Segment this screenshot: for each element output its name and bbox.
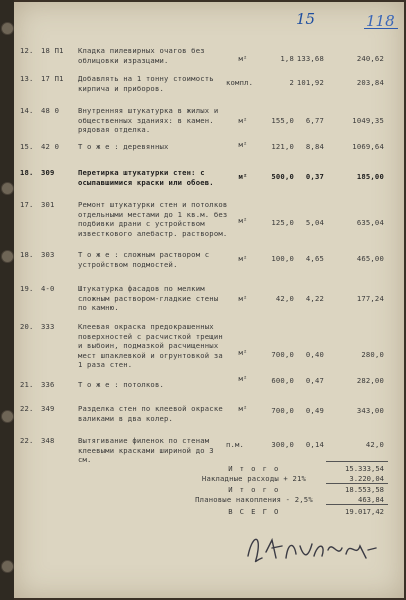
row-price: 101,92 (296, 78, 324, 87)
grand-total-label: В С Е Г О (228, 507, 280, 516)
binder-hole (1, 22, 14, 35)
row-sum: 282,00 (356, 376, 384, 385)
handwritten-sheet-number: 118 (366, 12, 395, 30)
row-code: 48 0 (41, 106, 60, 115)
row-unit: м² (238, 254, 248, 263)
row-quantity: 1,8 (280, 54, 294, 63)
divider (326, 483, 388, 484)
row-description: Разделка стен по клеевой окраске валиками в два колер. (78, 404, 223, 423)
planned-savings-value: 463,84 (358, 495, 384, 504)
row-description: Штукатурка фасадов по мелким сложным раствором-гладкие стены по камню. (78, 284, 219, 312)
row-sum: 635,04 (356, 218, 384, 227)
row-code: 4-0 (41, 284, 55, 293)
row-unit: м² (238, 374, 248, 383)
row-code: 348 (41, 436, 55, 445)
planned-savings-label: Плановые накопления - 2,5% (195, 495, 313, 504)
row-quantity: 100,0 (271, 254, 294, 263)
row-description: Перетирка штукатурки стен: с осыпавшимися краски или обоев. (78, 168, 214, 187)
row-sum: 1069,64 (352, 142, 384, 151)
total-label: И т о г о (228, 464, 280, 473)
row-description: Т о ж е : потолков. (78, 380, 165, 389)
row-price: 0,37 (305, 172, 324, 181)
overhead-value: 3.220,04 (349, 474, 384, 483)
row-quantity: 600,0 (271, 376, 294, 385)
row-price: 5,04 (305, 218, 324, 227)
handwritten-page-number: 15 (296, 10, 316, 28)
row-quantity: 42,0 (275, 294, 294, 303)
row-number: 12. (20, 46, 34, 55)
row-sum: 240,62 (356, 54, 384, 63)
row-number: 22. (20, 404, 34, 413)
divider (326, 504, 388, 505)
row-sum: 42,0 (365, 440, 384, 449)
row-sum: 185,00 (356, 172, 384, 181)
row-code: 18 П1 (41, 46, 64, 55)
row-code: 333 (41, 322, 55, 331)
row-quantity: 155,0 (271, 116, 294, 125)
row-code: 301 (41, 200, 55, 209)
binder-strip (0, 0, 14, 600)
row-number: 18. (20, 168, 34, 177)
row-quantity: 125,0 (271, 218, 294, 227)
subtotal-value: 18.553,58 (345, 485, 384, 494)
row-number: 17. (20, 200, 34, 209)
row-quantity: 121,0 (271, 142, 294, 151)
signature (242, 528, 382, 568)
row-price: 8,84 (305, 142, 324, 151)
row-code: 303 (41, 250, 55, 259)
row-unit: м² (238, 140, 248, 149)
row-unit: м² (238, 172, 248, 181)
row-price: 0,49 (305, 406, 324, 415)
row-price: 6,77 (305, 116, 324, 125)
binder-hole (1, 560, 14, 573)
binder-hole (1, 410, 14, 423)
row-sum: 203,84 (356, 78, 384, 87)
row-number: 21. (20, 380, 34, 389)
overhead-label: Накладные расходы + 21% (201, 474, 307, 483)
row-quantity: 2 (289, 78, 294, 87)
row-number: 18. (20, 250, 34, 259)
row-price: 4,65 (305, 254, 324, 263)
row-sum: 1049,35 (352, 116, 384, 125)
total-value: 15.333,54 (345, 464, 384, 473)
row-quantity: 300,0 (271, 440, 294, 449)
row-unit: м² (238, 294, 248, 303)
row-unit: п.м. (225, 440, 245, 449)
row-unit: компл. (226, 78, 254, 87)
row-number: 19. (20, 284, 34, 293)
row-price: 0,47 (305, 376, 324, 385)
row-description: Клеевая окраска предокрашенных поверхностей с расчисткой трещин и выбоин, подмазкой расчищенных мест шпаклевкой и огрунтовкой за 1 раза стен. (78, 322, 223, 369)
binder-hole (1, 250, 14, 263)
row-unit: м² (238, 216, 248, 225)
row-description: Ремонт штукатурки стен и потолков отдельными местами до 1 кв.м. без подбивки драни с устройством известкового алебастр. раствором. (78, 200, 228, 238)
binder-hole (1, 182, 14, 195)
row-number: 13. (20, 74, 34, 83)
grand-total-value: 19.017,42 (345, 507, 384, 516)
row-number: 14. (20, 106, 34, 115)
row-price: 133,68 (296, 54, 324, 63)
row-unit: м² (238, 116, 248, 125)
row-code: 309 (41, 168, 55, 177)
row-quantity: 700,0 (271, 406, 294, 415)
row-quantity: 500,0 (271, 172, 294, 181)
row-description: Т о ж е : сложным раствором с устройством подмостей. (78, 250, 210, 269)
row-number: 20. (20, 322, 34, 331)
divider (326, 461, 388, 462)
row-description: Вытягивание филенок по стенам клеевыми красками шириной до 3 см. (78, 436, 214, 464)
row-sum: 343,00 (356, 406, 384, 415)
row-number: 15. (20, 142, 34, 151)
row-code: 336 (41, 380, 55, 389)
row-sum: 465,00 (356, 254, 384, 263)
subtotal-label: И т о г о (228, 485, 280, 494)
row-price: 0,14 (305, 440, 324, 449)
row-code: 17 П1 (41, 74, 64, 83)
row-code: 42 0 (41, 142, 60, 151)
row-description: Добавлять на 1 тонну стоимость кирпича и приборов. (78, 74, 214, 93)
row-description: Внутренняя штукатурка в жилых и общественных зданиях: в камен. рядовая отделка. (78, 106, 219, 134)
row-unit: м² (238, 404, 248, 413)
document-page (14, 2, 404, 598)
row-number: 22. (20, 436, 34, 445)
row-code: 349 (41, 404, 55, 413)
row-sum: 177,24 (356, 294, 384, 303)
row-description: Т о ж е : деревянных (78, 142, 169, 151)
row-unit: м² (238, 348, 248, 357)
row-description: Кладка пилевирных очагов без облицовки изразцами. (78, 46, 205, 65)
row-sum: 280,0 (361, 350, 384, 359)
row-price: 0,40 (305, 350, 324, 359)
row-unit: м² (238, 54, 248, 63)
row-quantity: 700,0 (271, 350, 294, 359)
row-price: 4,22 (305, 294, 324, 303)
